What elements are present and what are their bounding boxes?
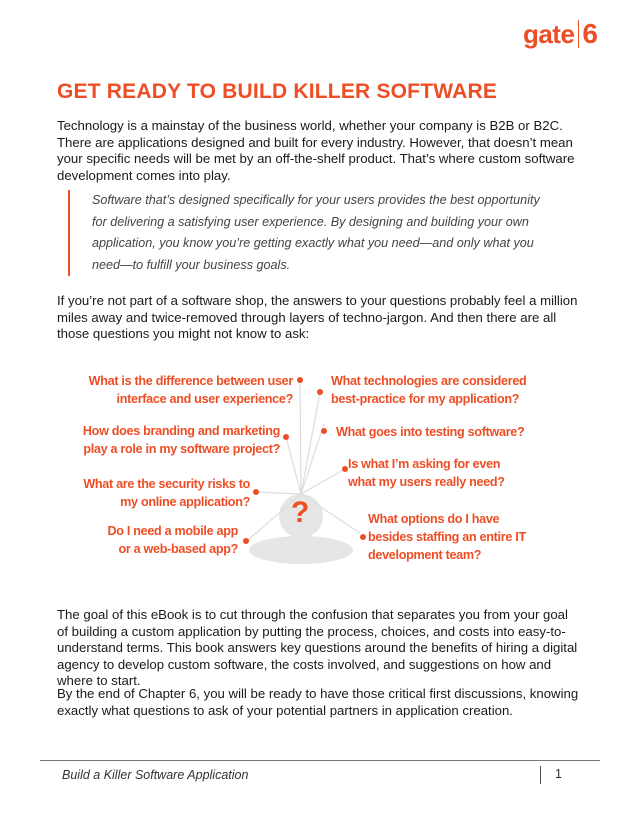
questions-intro-paragraph: If you’re not part of a software shop, the answers to your questions probably feel a million miles away and twice-removed through layers of techno-jargon. And then there are all those questions you might not know to ask:: [57, 293, 578, 341]
bullet-dot: [360, 534, 366, 540]
question-mobile-vs-web: [60, 522, 238, 558]
question-line: or a web-based app?: [118, 542, 238, 556]
question-line: What options do I have: [368, 512, 500, 526]
footer-page-separator: [540, 766, 541, 784]
pull-quote: Software that’s designed specifically for your users provides the best opportunity for delivering a satisfying user experience. By designing and building your own application, you know you’re getting exactly what you need—and only what you need—to fulfill your business goals.: [68, 190, 542, 276]
question-staffing-options: [368, 510, 568, 564]
intro-paragraph: Technology is a mainstay of the business world, whether your company is B2B or B2C. There are applications designed and built for every industry. However, that doesn’t mean your specific needs will be met by an off-the-shelf product. That’s where custom software development comes into play.: [57, 118, 575, 183]
question-line: What technologies are considered: [331, 374, 527, 388]
question-line: Is what I’m asking for even: [348, 457, 501, 471]
question-line: play a role in my software project?: [83, 442, 280, 456]
page-title: GET READY TO BUILD KILLER SOFTWARE: [57, 80, 498, 103]
bullet-dot: [342, 466, 348, 472]
logo-divider: [578, 20, 579, 48]
footer-divider: [40, 760, 600, 761]
bullet-dot: [283, 434, 289, 440]
logo-text: gate: [522, 18, 575, 49]
question-line: What is the difference between user: [88, 374, 293, 388]
question-line: Do I need a mobile app: [107, 524, 238, 538]
chapter-paragraph: By the end of Chapter 6, you will be ready to have those critical first discussions, knowing exactly what questions to ask of your potential partners in application creation.: [57, 686, 579, 718]
page-number: 1: [555, 767, 562, 781]
question-technologies: [331, 372, 561, 408]
question-line: best-practice for my application?: [331, 392, 520, 406]
question-branding: [60, 422, 280, 458]
bullet-dot: [321, 428, 327, 434]
question-line: what my users really need?: [348, 475, 505, 489]
question-user-needs: [348, 455, 548, 491]
question-ui-vs-ux: [68, 372, 293, 408]
bullet-dot: [243, 538, 249, 544]
question-mark-icon: ?: [291, 496, 310, 529]
footer-title: Build a Killer Software Application: [62, 768, 249, 782]
bullet-dot: [297, 377, 303, 383]
bullet-dot: [253, 489, 259, 495]
person-silhouette-body: [249, 536, 353, 564]
question-security: [60, 475, 250, 511]
question-testing: What goes into testing software?: [336, 425, 525, 439]
bullet-dot: [317, 389, 323, 395]
question-line: interface and user experience?: [116, 392, 293, 406]
question-line: What are the security risks to: [83, 477, 250, 491]
question-line: How does branding and marketing: [82, 424, 280, 438]
question-line: my online application?: [120, 495, 250, 509]
questions-graphic: [60, 362, 580, 577]
logo-number: 6: [582, 18, 598, 49]
gate6-logo: [523, 18, 598, 50]
question-line: development team?: [368, 548, 482, 562]
goal-paragraph: The goal of this eBook is to cut through the confusion that separates you from your goal of building a custom application by putting the process, choices, and costs into easy-to-understand terms. This book answers key questions around the benefits of hiring a digital agency to develop custom software, the costs involved, and suggestions on how and where to start.: [57, 607, 578, 688]
question-line: besides staffing an entire IT: [368, 530, 526, 544]
